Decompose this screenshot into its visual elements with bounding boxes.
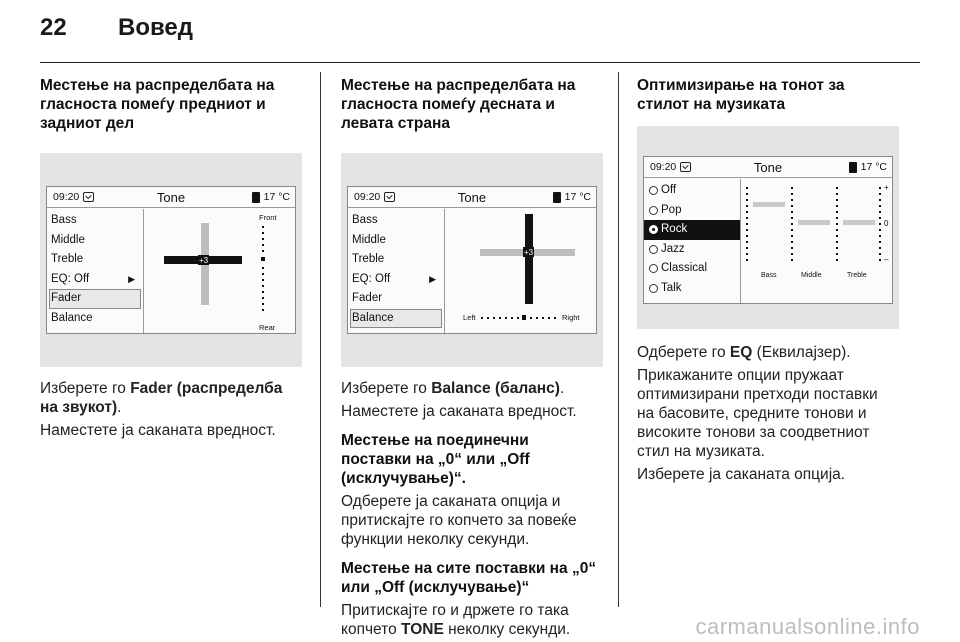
status-bar [644, 157, 892, 178]
fader-instruction-pre: Изберете го [40, 380, 131, 397]
eq-select: Изберете ја саканата опција. [637, 466, 846, 483]
phone-icon [252, 192, 260, 203]
eq-options [644, 179, 741, 303]
eq-bar-middle [798, 220, 830, 225]
eq-option-label: Pop [661, 203, 682, 216]
column-fader [40, 76, 302, 440]
header-rule [40, 62, 920, 63]
temperature-value: 17 °C [263, 191, 290, 203]
fader-label-front: Front [259, 213, 277, 222]
balance-instruction-post: . [559, 380, 565, 397]
radio-icon [649, 245, 658, 254]
tone-screen [46, 186, 296, 334]
fader-graph [144, 209, 295, 334]
page-number: 22 [40, 14, 67, 41]
eq-description: Прикажаните опции пружаат оптимизирани претходи поставки на басовите, средните тонови и високите тонови за соодветниот стил на музиката. [637, 367, 878, 460]
eq-option-label: Jazz [661, 242, 685, 255]
radio-selected-icon [649, 225, 658, 234]
eq-scale-plus: + [884, 183, 889, 192]
chevron-right-icon: ▶ [429, 273, 436, 284]
eq-option-label: Off [661, 184, 677, 196]
tone-screen [347, 186, 597, 334]
balance-visual [445, 209, 596, 333]
temperature-value: 17 °C [860, 161, 887, 173]
column-balance [341, 76, 603, 639]
menu-item-eq[interactable] [47, 270, 143, 290]
temperature [849, 161, 887, 173]
fader-scale-dots [261, 226, 265, 311]
balance-vertical-bar [525, 214, 533, 304]
phone-icon [553, 192, 561, 203]
menu-item-bass[interactable]: Bass [51, 214, 77, 226]
eq-option-talk[interactable] [644, 279, 740, 299]
phone-icon [849, 162, 857, 173]
chevron-right-icon: ▶ [128, 273, 135, 284]
eq-option-label: Talk [661, 281, 682, 294]
eq-graph [741, 179, 892, 304]
eq-instruction [637, 343, 899, 362]
eq-option-off[interactable] [644, 181, 740, 201]
eq-option-rock[interactable] [644, 220, 740, 240]
eq-bar-treble [843, 220, 875, 225]
balance-graph [445, 209, 596, 334]
eq-label-middle: Middle [801, 272, 822, 279]
temperature [553, 191, 591, 203]
eq-instruction-post: (Еквилајзер). [752, 344, 851, 361]
eq-option-label: Classical [661, 262, 708, 274]
balance-heading: Местење на распределбата на гласноста помеѓу десната и левата страна [341, 77, 576, 132]
eq-visual [741, 179, 892, 303]
radio-icon [649, 264, 658, 273]
balance-screenshot [341, 153, 603, 367]
eq-instruction-pre: Одберете го [637, 344, 730, 361]
watermark: carmanualsonline.info [695, 614, 920, 639]
column-divider [320, 72, 321, 607]
reset-single-text: Одберете ја саканата опција и притискајте го копчето за повеќе функции неколку секунди. [341, 493, 577, 548]
radio-icon [649, 186, 658, 195]
reset-all-pre: Притискајте го и држете го така копчето [341, 602, 569, 638]
balance-marker-value: +3 [523, 248, 534, 257]
balance-adjust: Наместете ја саканата вредност. [341, 403, 577, 420]
status-bar [348, 187, 596, 208]
status-bar [47, 187, 295, 208]
page-header [40, 14, 193, 54]
balance-instruction-pre: Изберете го [341, 380, 432, 397]
tone-screen [643, 156, 893, 304]
fader-marker-value: +3 [198, 256, 209, 265]
screen-title: Tone [156, 189, 186, 205]
eq-scale-zero: 0 [884, 219, 889, 228]
menu-item-fader[interactable]: Fader [352, 292, 383, 304]
tone-button-label: TONE [401, 621, 444, 638]
balance-label-left: Left [463, 313, 476, 322]
reset-all-post: неколку секунди. [443, 621, 571, 638]
clock-time: 09:20 [650, 161, 677, 173]
temperature-value: 17 °C [564, 191, 591, 203]
tone-menu [348, 209, 445, 333]
reset-all-heading: Местење на сите поставки на „0“ или „Off (исклучување)“ [341, 560, 597, 596]
balance-label-right: Right [562, 313, 580, 322]
menu-item-treble[interactable]: Treble [51, 253, 84, 265]
balance-instruction [341, 379, 603, 398]
menu-item-eq-label: EQ: Off [51, 272, 90, 285]
menu-item-fader[interactable]: Fader [49, 289, 141, 309]
fader-label-rear: Rear [259, 323, 276, 332]
eq-label-bass: Bass [761, 272, 777, 279]
eq-label-treble: Treble [847, 272, 867, 279]
clock-time: 09:20 [354, 191, 381, 203]
screen-title: Tone [457, 189, 487, 205]
menu-item-eq-label: EQ: Off [352, 272, 391, 285]
balance-instruction-bold: Balance (баланс) [431, 380, 560, 397]
fader-heading: Местење на распределбата на гласноста помеѓу предниот и задниот дел [40, 77, 275, 132]
menu-item-middle[interactable]: Middle [352, 233, 386, 246]
radio-icon [649, 284, 658, 293]
fader-visual [144, 209, 295, 333]
column-eq [637, 76, 899, 484]
eq-scale-minus: – [884, 255, 889, 264]
menu-item-treble[interactable]: Treble [352, 253, 385, 265]
eq-heading: Оптимизирање на тонот за стилот на музиката [637, 77, 845, 113]
eq-option-jazz[interactable] [644, 240, 740, 260]
screen-title: Tone [753, 159, 783, 175]
menu-item-middle[interactable]: Middle [51, 233, 85, 246]
clock-time: 09:20 [53, 191, 80, 203]
temperature [252, 191, 290, 203]
menu-item-eq[interactable] [348, 270, 444, 290]
eq-option-classical[interactable] [644, 259, 740, 279]
fader-instruction-post: . [117, 399, 122, 416]
fader-instruction [40, 379, 302, 417]
eq-bar-bass [753, 202, 785, 207]
fader-adjust: Наместете ја саканата вредност. [40, 422, 276, 439]
eq-instruction-bold: EQ [729, 344, 753, 361]
radio-icon [649, 206, 658, 215]
eq-screenshot [637, 126, 899, 329]
balance-scale-dots [481, 315, 556, 320]
reset-single-heading: Местење на поединечни поставки на „0“ или „Off (исклучување)“. [341, 432, 530, 487]
tone-menu [47, 209, 144, 333]
menu-item-balance[interactable]: Balance [51, 311, 93, 324]
menu-item-bass[interactable]: Bass [352, 214, 378, 226]
fader-instruction-bold: Fader (распределба на звукот) [40, 380, 283, 416]
reset-all-text [341, 601, 603, 639]
eq-option-label: Rock [661, 223, 688, 235]
section-title: Вовед [118, 14, 194, 41]
menu-item-balance[interactable]: Balance [350, 309, 442, 329]
eq-option-pop[interactable] [644, 201, 740, 221]
column-divider [618, 72, 619, 607]
fader-screenshot [40, 153, 302, 367]
